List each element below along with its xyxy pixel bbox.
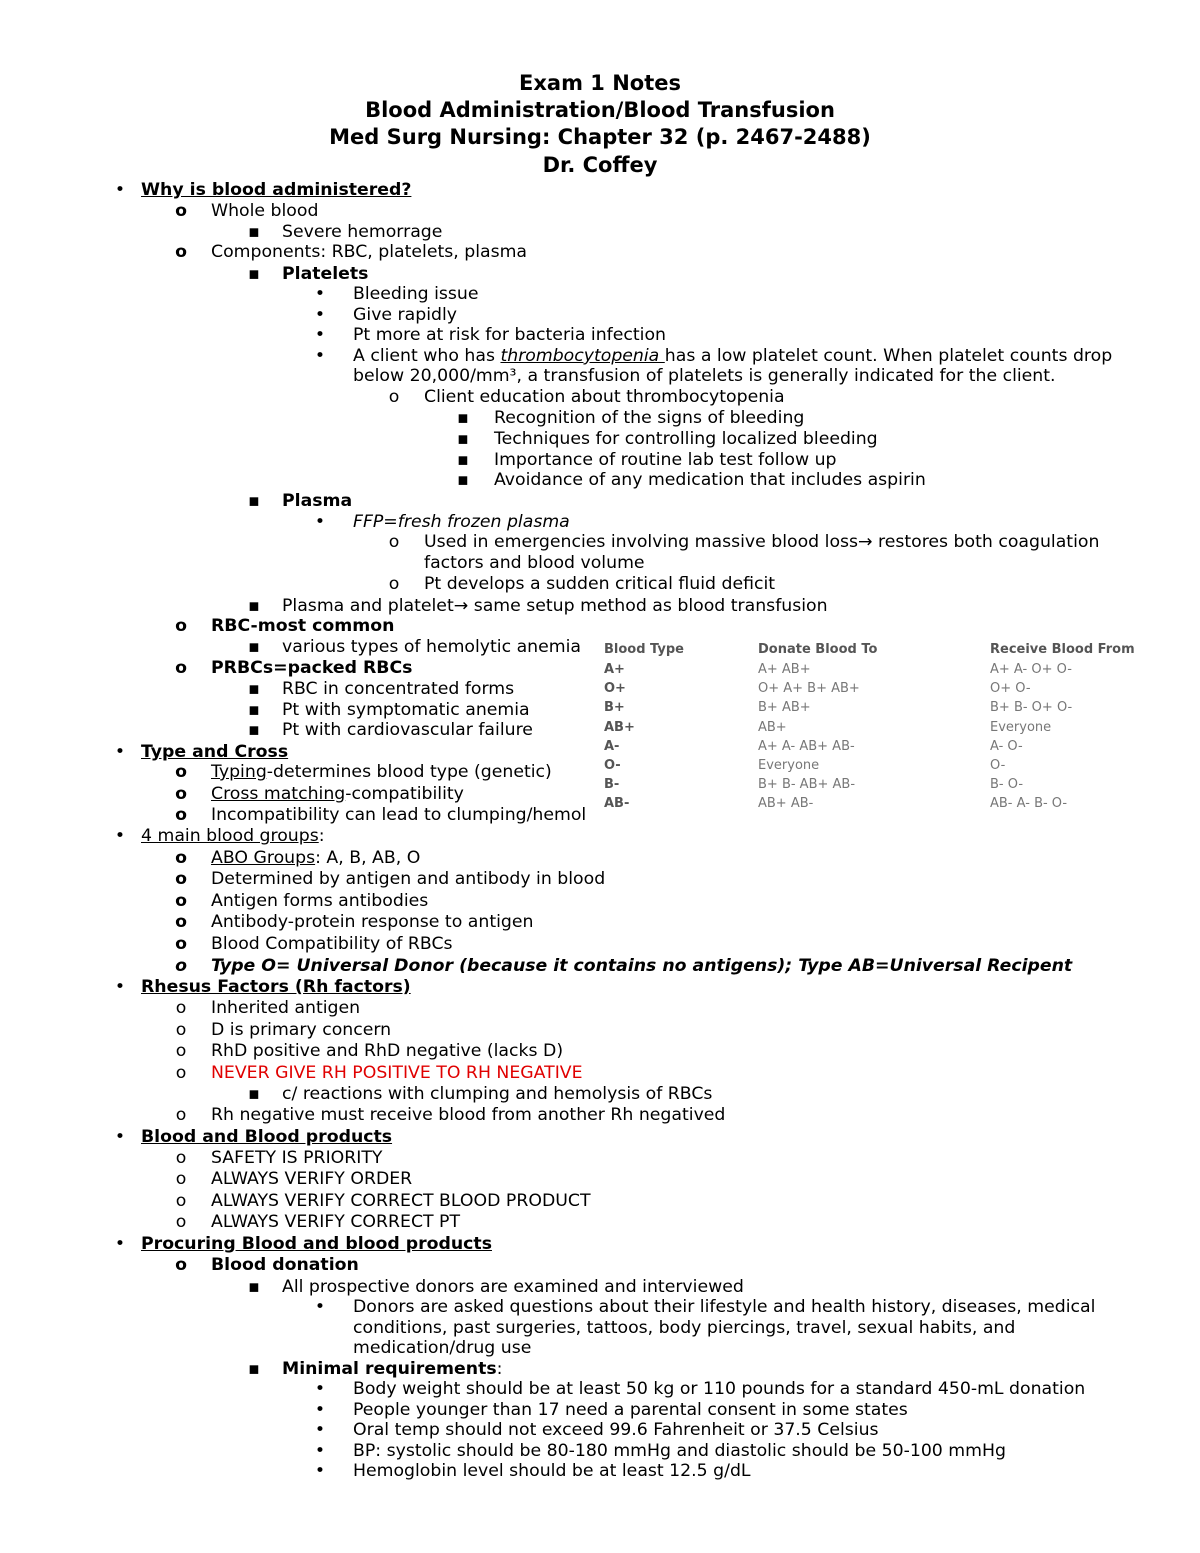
bullet-icon: • (314, 1461, 326, 1481)
square-bullet-icon: ▪ (248, 222, 260, 242)
list-item: Pt with cardiovascular failure (282, 720, 533, 740)
table-cell-donate: Everyone (758, 758, 820, 773)
list-item-continuation: conditions, past surgeries, tattoos, body piercings, travel, sexual habits, and (353, 1318, 1016, 1338)
underlined-term: Typing (211, 762, 267, 782)
table-cell-donate: AB+ (758, 720, 787, 735)
table-cell-receive: O- (990, 758, 1006, 773)
square-bullet-icon: ▪ (248, 679, 260, 699)
circle-bullet-icon: o (175, 1063, 187, 1083)
text-run: : A, B, AB, O (315, 848, 421, 868)
section-heading-groups (141, 826, 325, 847)
subheading-donation: Blood donation (211, 1255, 359, 1275)
table-cell-receive: Everyone (990, 720, 1052, 735)
list-item-thrombocytopenia (353, 346, 1112, 367)
list-item-continuation: medication/drug use (353, 1338, 532, 1358)
list-item: Donors are asked questions about their lifestyle and health history, diseases, medical (353, 1297, 1096, 1317)
list-item: Severe hemorrage (282, 222, 443, 242)
table-cell-donate: AB+ AB- (758, 796, 814, 811)
list-item: Determined by antigen and antibody in blood (211, 869, 606, 889)
circle-bullet-icon: o (175, 1212, 187, 1232)
list-item: RhD positive and RhD negative (lacks D) (211, 1041, 564, 1061)
circle-bullet-icon: o (175, 956, 187, 976)
list-item: Client education about thrombocytopenia (424, 387, 785, 407)
subheading-rbc: RBC-most common (211, 616, 395, 636)
subheading-prbcs: PRBCs=packed RBCs (211, 658, 413, 678)
list-item-continuation: factors and blood volume (424, 553, 645, 573)
circle-bullet-icon: o (388, 532, 400, 552)
circle-bullet-icon: o (175, 1148, 187, 1168)
square-bullet-icon: ▪ (248, 637, 260, 657)
circle-bullet-icon: o (175, 912, 187, 932)
table-cell-type: A+ (604, 662, 625, 677)
square-bullet-icon: ▪ (457, 450, 469, 470)
circle-bullet-icon: o (388, 387, 400, 407)
bullet-icon: • (314, 1420, 326, 1440)
table-cell-donate: B+ B- AB+ AB- (758, 777, 856, 792)
list-item: ALWAYS VERIFY CORRECT BLOOD PRODUCT (211, 1191, 591, 1211)
circle-bullet-icon: o (175, 1041, 187, 1061)
table-cell-receive: B- O- (990, 777, 1024, 792)
table-cell-receive: O+ O- (990, 681, 1031, 696)
list-item: ALWAYS VERIFY ORDER (211, 1169, 413, 1189)
list-item: Hemoglobin level should be at least 12.5 g/dL (353, 1461, 751, 1481)
list-item: Pt with symptomatic anemia (282, 700, 530, 720)
circle-bullet-icon: o (175, 1020, 187, 1040)
table-cell-type: AB- (604, 796, 630, 811)
table-header-receive: Receive Blood From (990, 642, 1135, 657)
list-item: Antigen forms antibodies (211, 891, 429, 911)
bullet-icon: • (114, 180, 126, 200)
circle-bullet-icon: o (175, 242, 187, 262)
square-bullet-icon: ▪ (248, 1359, 260, 1379)
list-item-continuation: below 20,000/mm³, a transfusion of platelets is generally indicated for the client. (353, 366, 1056, 386)
bullet-icon: • (314, 512, 326, 532)
list-item: Rh negative must receive blood from another Rh negatived (211, 1105, 726, 1125)
table-cell-receive: B+ B- O+ O- (990, 700, 1073, 715)
table-cell-donate: A+ AB+ (758, 662, 811, 677)
list-item: Blood Compatibility of RBCs (211, 934, 453, 954)
list-item: Inherited antigen (211, 998, 361, 1018)
list-item: BP: systolic should be 80-180 mmHg and diastolic should be 50-100 mmHg (353, 1441, 1006, 1461)
square-bullet-icon: ▪ (457, 429, 469, 449)
section-heading-why: Why is blood administered? (141, 180, 412, 200)
bullet-icon: • (314, 346, 326, 366)
list-item: Antibody-protein response to antigen (211, 912, 534, 932)
table-cell-donate: B+ AB+ (758, 700, 811, 715)
bullet-icon: • (314, 1297, 326, 1317)
table-cell-donate: A+ A- AB+ AB- (758, 739, 855, 754)
list-item: All prospective donors are examined and interviewed (282, 1277, 744, 1297)
underlined-term: ABO Groups (211, 848, 316, 868)
list-item: Bleeding issue (353, 284, 479, 304)
bullet-icon: • (114, 1234, 126, 1254)
text-run: : (496, 1359, 503, 1379)
circle-bullet-icon: o (175, 1191, 187, 1211)
subheading-minimal (282, 1359, 502, 1380)
square-bullet-icon: ▪ (248, 1084, 260, 1104)
bullet-icon: • (114, 1127, 126, 1147)
bullet-icon: • (314, 305, 326, 325)
underlined-term: Cross matching (211, 784, 346, 804)
subheading-plasma: Plasma (282, 491, 353, 511)
table-cell-donate: O+ A+ B+ AB+ (758, 681, 860, 696)
list-item: Pt develops a sudden critical fluid deficit (424, 574, 776, 594)
bullet-icon: • (314, 1400, 326, 1420)
list-item: Components: RBC, platelets, plasma (211, 242, 528, 262)
list-item: D is primary concern (211, 1020, 392, 1040)
circle-bullet-icon: o (175, 616, 187, 636)
bullet-icon: • (314, 325, 326, 345)
square-bullet-icon: ▪ (248, 264, 260, 284)
subheading-platelets: Platelets (282, 264, 369, 284)
circle-bullet-icon: o (388, 574, 400, 594)
circle-bullet-icon: o (175, 869, 187, 889)
circle-bullet-icon: o (175, 891, 187, 911)
table-cell-receive: A- O- (990, 739, 1023, 754)
list-item: RBC in concentrated forms (282, 679, 515, 699)
list-item: Give rapidly (353, 305, 458, 325)
circle-bullet-icon: o (175, 998, 187, 1018)
square-bullet-icon: ▪ (248, 596, 260, 616)
list-item: Used in emergencies involving massive blood loss→ restores both coagulation (424, 532, 1100, 552)
section-heading-products: Blood and Blood products (141, 1127, 393, 1147)
list-item: People younger than 17 need a parental consent in some states (353, 1400, 908, 1420)
list-item: Body weight should be at least 50 kg or 110 pounds for a standard 450-mL donation (353, 1379, 1086, 1399)
text-run: has a low platelet count. When platelet counts drop (664, 346, 1113, 366)
list-item: Plasma and platelet→ same setup method as blood transfusion (282, 596, 828, 616)
bullet-icon: • (314, 1441, 326, 1461)
list-item: Whole blood (211, 201, 319, 221)
table-cell-type: O- (604, 758, 621, 773)
list-item: Avoidance of any medication that includes aspirin (494, 470, 926, 490)
table-cell-type: B- (604, 777, 620, 792)
square-bullet-icon: ▪ (248, 700, 260, 720)
table-header-blood-type: Blood Type (604, 642, 684, 657)
bullet-icon: • (114, 826, 126, 846)
list-item-typing (211, 762, 552, 783)
list-item: SAFETY IS PRIORITY (211, 1148, 383, 1168)
list-item: various types of hemolytic anemia (282, 637, 581, 657)
list-item: c/ reactions with clumping and hemolysis of RBCs (282, 1084, 713, 1104)
doc-title-exam: Exam 1 Notes (519, 71, 681, 95)
list-item: ALWAYS VERIFY CORRECT PT (211, 1212, 461, 1232)
emphasis-term: thrombocytopenia (500, 346, 665, 366)
list-item: Oral temp should not exceed 99.6 Fahrenheit or 37.5 Celsius (353, 1420, 879, 1440)
bullet-icon: • (314, 1379, 326, 1399)
list-item: Techniques for controlling localized bleeding (494, 429, 878, 449)
text-run: A client who has (353, 346, 501, 366)
circle-bullet-icon: o (175, 1255, 187, 1275)
list-item: Recognition of the signs of bleeding (494, 408, 805, 428)
circle-bullet-icon: o (175, 784, 187, 804)
table-cell-receive: A+ A- O+ O- (990, 662, 1072, 677)
section-heading-rhesus: Rhesus Factors (Rh factors) (141, 977, 411, 997)
list-item-universal: Type O= Universal Donor (because it contains no antigens); Type AB=Universal Recipent (211, 956, 1073, 976)
bullet-icon: • (114, 742, 126, 762)
circle-bullet-icon: o (175, 1105, 187, 1125)
circle-bullet-icon: o (175, 805, 187, 825)
circle-bullet-icon: o (175, 848, 187, 868)
list-item-abo (211, 848, 420, 869)
circle-bullet-icon: o (175, 1169, 187, 1189)
text-run: -compatibility (345, 784, 464, 804)
circle-bullet-icon: o (175, 934, 187, 954)
square-bullet-icon: ▪ (248, 1277, 260, 1297)
text-run: : (318, 826, 325, 846)
circle-bullet-icon: o (175, 201, 187, 221)
bullet-icon: • (314, 284, 326, 304)
list-item: Pt more at risk for bacteria infection (353, 325, 667, 345)
list-item-warning: NEVER GIVE RH POSITIVE TO RH NEGATIVE (211, 1063, 583, 1083)
table-header-donate: Donate Blood To (758, 642, 878, 657)
doc-title-chapter: Med Surg Nursing: Chapter 32 (p. 2467-2488) (329, 125, 871, 149)
circle-bullet-icon: o (175, 658, 187, 678)
text-run: -determines blood type (genetic) (266, 762, 552, 782)
square-bullet-icon: ▪ (457, 408, 469, 428)
list-item: Importance of routine lab test follow up (494, 450, 837, 470)
doc-title-instructor: Dr. Coffey (542, 153, 658, 177)
list-item-cross-matching (211, 784, 464, 805)
table-cell-type: AB+ (604, 720, 635, 735)
table-cell-type: B+ (604, 700, 625, 715)
circle-bullet-icon: o (175, 762, 187, 782)
bullet-icon: • (114, 977, 126, 997)
square-bullet-icon: ▪ (248, 720, 260, 740)
doc-title-topic: Blood Administration/Blood Transfusion (365, 98, 835, 122)
table-cell-type: O+ (604, 681, 626, 696)
square-bullet-icon: ▪ (248, 491, 260, 511)
table-cell-receive: AB- A- B- O- (990, 796, 1068, 811)
blood-compatibility-table (602, 640, 1162, 820)
square-bullet-icon: ▪ (457, 470, 469, 490)
list-item: FFP=fresh frozen plasma (353, 512, 570, 532)
list-item: Incompatibility can lead to clumping/hemol (211, 805, 587, 825)
table-cell-type: A- (604, 739, 620, 754)
bold-term: Minimal requirements (282, 1359, 497, 1379)
section-heading-type-cross: Type and Cross (141, 742, 289, 762)
section-heading-procuring: Procuring Blood and blood products (141, 1234, 492, 1254)
underlined-term: 4 main blood groups (141, 826, 319, 846)
